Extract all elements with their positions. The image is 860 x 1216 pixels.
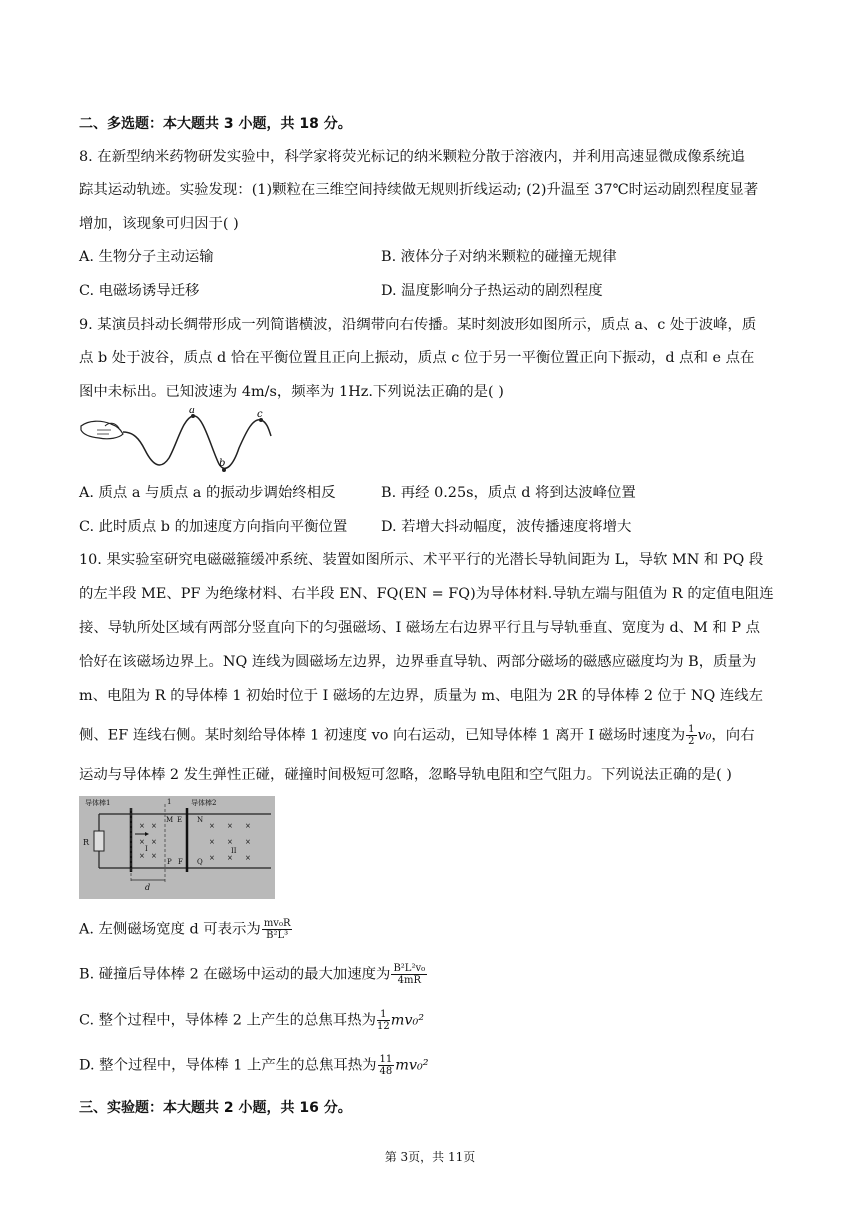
q8-option-a: A. 生物分子主动运输 xyxy=(79,249,214,265)
svg-text:Q: Q xyxy=(197,858,203,866)
svg-text:导体棒2: 导体棒2 xyxy=(191,799,217,807)
q9-line-2: 点 b 处于波谷，质点 d 恰在平衡位置且正向上振动，质点 c 位于另一平衡位置正向下振动，d 点和 e 点在 xyxy=(79,350,755,366)
q9-wave-figure xyxy=(79,408,279,478)
q10-line-1: 10. 果实验室研究电磁磁箍缓冲系统、装置如图所示、术平平行的光潜长导轨间距为 L，导软 MN 和 PQ 段 xyxy=(79,552,764,568)
q10-option-b: B. 碰撞后导体棒 2 在磁场中运动的最大加速度为 $\frac{\text{B²L²v₀}}{4mR}$ xyxy=(79,963,426,986)
half-fraction: $\frac{1}{2}$ xyxy=(688,724,695,747)
q10-line-2: 的左半段 ME、PF 为绝缘材料、右半段 EN、FQ(EN = FQ)为导体材料.导轨左端与阻值为 R 的定值电阻连 xyxy=(79,586,774,602)
q10-line-6-text: 侧、EF 连线右侧。某时刻给导体棒 1 初速度 vo 向右运动，已知导体棒 1 离开 Ⅰ 磁场时速度为 xyxy=(79,727,686,744)
q10-line-3: 接、导轨所处区域有两部分竖直向下的匀强磁场、I 磁场左右边界平行且与导轨垂直、宽度为 d、M 和 P 点 xyxy=(79,620,760,636)
svg-text:导体棒1: 导体棒1 xyxy=(85,799,111,807)
q9-option-b: B. 再经 0.25s，质点 d 将到达波峰位置 xyxy=(381,485,636,501)
svg-text:×: × xyxy=(209,854,215,862)
svg-text:×: × xyxy=(245,854,251,862)
q10-line-4: 恰好在该磁场边界上。NQ 连线为圆磁场左边界，边界垂直导轨、两部分磁场的磁感应磁度均为 B，质量为 xyxy=(79,654,757,670)
svg-text:1: 1 xyxy=(167,798,172,806)
svg-text:I: I xyxy=(145,845,148,853)
section-2-heading: 二、多选题：本大题共 3 小题，共 18 分。 xyxy=(79,116,352,132)
svg-text:E: E xyxy=(177,816,183,824)
svg-text:×: × xyxy=(245,822,251,830)
q8-option-b: B. 液体分子对纳米颗粒的碰撞无规律 xyxy=(381,249,617,265)
wave-curve xyxy=(123,416,271,468)
page-footer: 第 3页，共 11页 xyxy=(384,1150,476,1164)
q10-option-c: C. 整个过程中，导体棒 2 上产生的总焦耳热为 $\frac{1}{12}$ mv₀² xyxy=(79,1009,425,1032)
svg-text:×: × xyxy=(139,822,145,830)
q10-line-7: 运动与导体棒 2 发生弹性正碰，碰撞时间极短可忽略，忽略导轨电阻和空气阻力。下列说法正确的是( ) xyxy=(79,767,732,783)
svg-text:×: × xyxy=(151,838,157,846)
svg-text:×: × xyxy=(227,854,233,862)
q8-line-3: 增加，该现象可归因于( ) xyxy=(79,216,239,232)
q8-option-c: C. 电磁场诱导迁移 xyxy=(79,283,200,299)
label-c: c xyxy=(257,409,263,420)
q9-option-d: D. 若增大抖动幅度，波传播速度将增大 xyxy=(381,519,632,535)
svg-text:II: II xyxy=(231,847,237,855)
q10-option-a: A. 左侧磁场宽度 d 可表示为 $\frac{\text{mv₀R}}{\text{B²L³}}$ xyxy=(79,918,291,941)
svg-text:F: F xyxy=(178,858,183,866)
q9-line-3: 图中未标出。已知波速为 4m/s，频率为 1Hz.下列说法正确的是( ) xyxy=(79,384,504,400)
q10-option-d: D. 整个过程中，导体棒 1 上产生的总焦耳热为 $\frac{11}{48}$ mv₀² xyxy=(79,1054,429,1077)
svg-text:×: × xyxy=(151,822,157,830)
svg-text:P: P xyxy=(167,858,172,866)
q9-line-1: 9. 某演员抖动长绸带形成一列简谐横波，沿绸带向右传播。某时刻波形如图所示，质点 a、c 处于波峰，质 xyxy=(79,317,757,333)
q8-line-2: 踪其运动轨迹。实验发现：(1)颗粒在三维空间持续做无规则折线运动; (2)升温至 37℃时运动剧烈程度显著 xyxy=(79,182,759,198)
svg-text:×: × xyxy=(139,852,145,860)
svg-text:d: d xyxy=(145,883,151,892)
section-3-heading: 三、实验题：本大题共 2 小题，共 16 分。 xyxy=(79,1100,352,1116)
svg-text:N: N xyxy=(197,816,204,824)
q10-line-6-tail: ，向右 xyxy=(711,727,755,744)
svg-text:×: × xyxy=(139,838,145,846)
label-b: b xyxy=(219,458,226,469)
v0-symbol: v₀ xyxy=(697,727,712,744)
q10-rail-figure xyxy=(79,796,275,899)
q8-option-d: D. 温度影响分子热运动的剧烈程度 xyxy=(381,283,603,299)
svg-text:M: M xyxy=(166,816,174,824)
label-a: a xyxy=(189,408,195,416)
svg-text:×: × xyxy=(151,852,157,860)
svg-text:R: R xyxy=(83,838,90,847)
q10-line-5: m、电阻为 R 的导体棒 1 初始时位于 I 磁场的左边界，质量为 m、电阻为 2R 的导体棒 2 位于 NQ 连线左 xyxy=(79,688,764,704)
q9-option-a: A. 质点 a 与质点 a 的振动步调始终相反 xyxy=(79,485,336,501)
svg-text:×: × xyxy=(209,822,215,830)
svg-text:×: × xyxy=(227,838,233,846)
svg-text:×: × xyxy=(245,838,251,846)
svg-text:×: × xyxy=(209,838,215,846)
q10-line-6 xyxy=(79,724,784,747)
resistor-symbol xyxy=(94,831,104,851)
svg-text:×: × xyxy=(227,822,233,830)
q8-line-1: 8. 在新型纳米药物研发实验中，科学家将荧光标记的纳米颗粒分散于溶液内，并利用高速显微成像系统追 xyxy=(79,149,745,165)
q9-option-c: C. 此时质点 b 的加速度方向指向平衡位置 xyxy=(79,519,348,535)
